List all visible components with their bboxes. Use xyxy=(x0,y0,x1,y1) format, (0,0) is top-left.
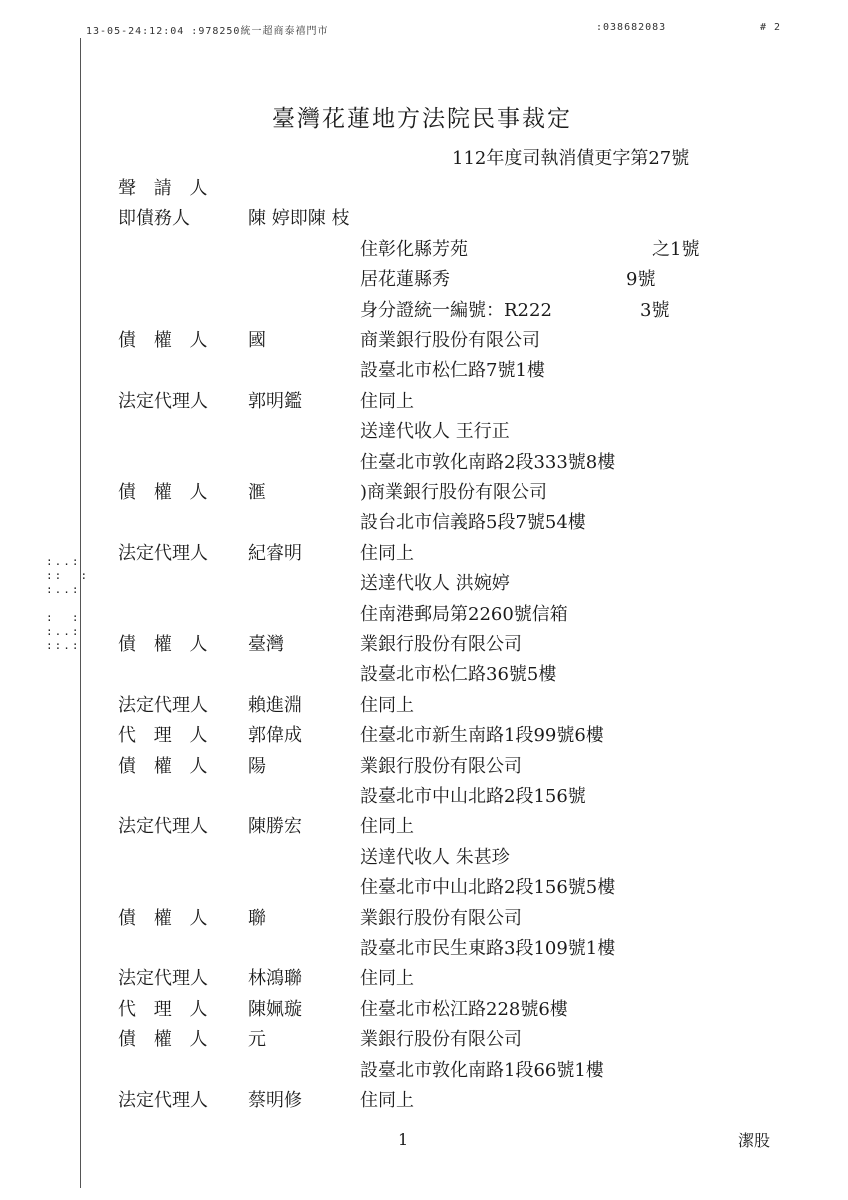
party-rep: 元 xyxy=(248,1029,266,1051)
party-rep: 陽 xyxy=(248,755,266,777)
party-role: 法定代理人 xyxy=(118,542,208,564)
party-rep: 陳 婷即陳 枝 xyxy=(248,208,350,230)
party-detail: 住同上 xyxy=(360,816,414,838)
party-detail: 設臺北市松仁路36號5樓 xyxy=(360,664,557,686)
party-detail: 居花蓮縣秀 xyxy=(360,269,450,291)
party-detail: 住彰化縣芳苑 xyxy=(360,238,468,260)
division-label: 潔股 xyxy=(738,1131,771,1150)
party-detail: 商業銀行股份有限公司 xyxy=(360,330,540,351)
party-detail: 住南港郵局第2260號信箱 xyxy=(360,603,568,625)
party-role: 債 權 人 xyxy=(118,634,214,655)
party-detail: 業銀行股份有限公司 xyxy=(360,755,522,777)
document-title: 臺灣花蓮地方法院民事裁定 xyxy=(272,106,572,132)
party-detail: 住臺北市敦化南路2段333號8樓 xyxy=(360,451,616,473)
party-detail: 送達代收人 洪婉婷 xyxy=(360,573,510,595)
party-detail: 住同上 xyxy=(360,968,414,990)
party-role: 代 理 人 xyxy=(118,998,214,1020)
party-role: 法定代理人 xyxy=(118,968,208,990)
party-detail: 住同上 xyxy=(360,1090,414,1111)
party-detail: 設台北市信義路5段7號54樓 xyxy=(360,512,586,534)
party-detail: 設臺北市松仁路7號1樓 xyxy=(360,360,545,382)
party-rep: 蔡明修 xyxy=(248,1090,302,1111)
party-detail: 業銀行股份有限公司 xyxy=(360,1029,522,1051)
party-rep: 林鴻聯 xyxy=(248,968,302,990)
party-detail-tail: 9號 xyxy=(626,269,656,291)
party-detail: 設臺北市中山北路2段156號 xyxy=(360,786,586,807)
fax-header-page: # 2 xyxy=(760,22,782,33)
party-role: 即債務人 xyxy=(118,208,190,230)
party-detail: 住同上 xyxy=(360,542,414,564)
party-rep: 郭偉成 xyxy=(248,725,302,747)
party-detail: 設臺北市敦化南路1段66號1樓 xyxy=(360,1059,604,1081)
party-detail: 住臺北市新生南路1段99號6樓 xyxy=(360,725,604,747)
party-role: 債 權 人 xyxy=(118,330,214,351)
party-rep: 陳勝宏 xyxy=(248,816,302,838)
party-role: 債 權 人 xyxy=(118,907,214,929)
case-number: 112年度司執消債更字第27號 xyxy=(452,148,690,169)
party-role: 債 權 人 xyxy=(118,755,214,777)
party-rep: 陳姵璇 xyxy=(248,998,302,1020)
fax-header-left: 13-05-24:12:04 :978250統一超商泰禧門市 xyxy=(86,26,329,37)
punch-hole-marks: :..: :: : :..: : : :..: ::.: xyxy=(46,555,90,652)
fax-header-number: :038682083 xyxy=(596,22,667,33)
party-role: 債 權 人 xyxy=(118,482,214,503)
party-detail: 住同上 xyxy=(360,694,414,716)
party-detail: 住臺北市松江路228號6樓 xyxy=(360,998,568,1020)
page-number: 1 xyxy=(398,1130,409,1149)
party-detail: 住同上 xyxy=(360,390,414,412)
party-detail: 送達代收人 王行正 xyxy=(360,421,510,443)
party-detail: 業銀行股份有限公司 xyxy=(360,634,522,655)
party-role: 法定代理人 xyxy=(118,816,208,838)
party-role: 法定代理人 xyxy=(118,1090,208,1111)
party-rep: 賴進淵 xyxy=(248,694,302,716)
party-detail: 住臺北市中山北路2段156號5樓 xyxy=(360,877,616,899)
party-detail-tail: 之1號 xyxy=(652,238,700,260)
party-rep: 紀睿明 xyxy=(248,542,302,564)
party-role: 法定代理人 xyxy=(118,694,208,716)
party-detail: 送達代收人 朱甚珍 xyxy=(360,846,510,868)
party-detail: 設臺北市民生東路3段109號1樓 xyxy=(360,938,616,959)
party-role: 債 權 人 xyxy=(118,1029,214,1051)
party-detail: 身分證統一編號：R222 xyxy=(360,299,552,321)
party-detail-tail: 3號 xyxy=(640,299,670,321)
party-rep: 臺灣 xyxy=(248,634,284,655)
party-role: 代 理 人 xyxy=(118,725,214,747)
party-rep: 聯 xyxy=(248,907,266,929)
party-rep: 郭明鑑 xyxy=(248,390,302,412)
party-role: 法定代理人 xyxy=(118,390,208,412)
party-rep: 國 xyxy=(248,330,266,351)
party-detail: 業銀行股份有限公司 xyxy=(360,907,522,929)
party-detail: )商業銀行股份有限公司 xyxy=(360,482,548,503)
party-role: 聲 請 人 xyxy=(118,178,214,199)
party-rep: 滙 xyxy=(248,482,266,503)
